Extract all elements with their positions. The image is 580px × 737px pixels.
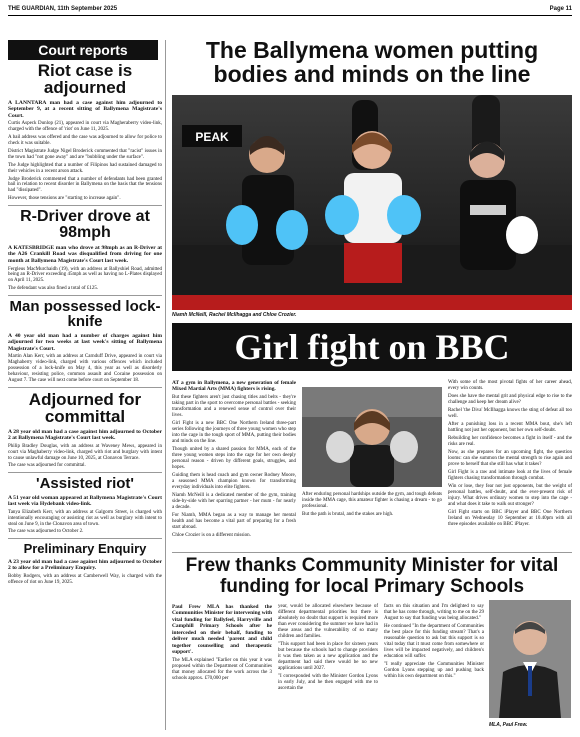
gym-photo-illustration [172,95,572,310]
article-paragraph: Rebuilding her confidence becomes a fight in itself - and the risks are real. [448,436,572,447]
story-paragraph: However, those tensions are "starting to increase again". [8,196,121,202]
court-reports-column [8,62,162,588]
court-story [8,476,162,535]
story-paragraph: Philip Bradley Douglas, with an address at Waveney Mews, appeared in court via Maghaberry video-link, charged with riot and burglary with intent to cause unlawful damage on June 10, 2025, at Clonavon Terrace. [8,443,162,461]
story-divider [8,205,162,206]
story-divider [8,295,162,296]
frew-headline: Frew thanks Community Minister for vital funding for local Primary Schools [185,555,559,597]
article-paragraph: Guiding them is head coach and gym owner Rodney Moore, a seasoned MMA champion known for transforming everyday individuals into elite fighters. [172,472,296,490]
story-paragraph: The Judge highlighted that a number of Filipinos had sustained damaged to their vehicles in a recent arson attack. [8,162,162,174]
article-paragraph: Does she have the mental grit and physical edge to rise to the challenge and keep her dream alive? [448,394,572,405]
article-paragraph: Girl Fight is a new BBC One Northern Ireland three-part series following the journeys of three young women who step into the cage in the tough sport of MMA, putting their bodies and minds on the line. [172,420,296,444]
fighter-photo [302,387,442,487]
story-headline: 'Assisted riot' [36,475,134,493]
article-paragraph: "I corresponded with the Minister Gordon Lyons in early July, and he then engaged with me to ascertain the [278,674,378,691]
story-headline: Adjourned for committal [28,389,142,427]
article-paragraph: "This support had been in place for sixteen years but because the schools had to change providers it was then taken as a new application and the department had said there would be no new applications until 2027. [278,642,378,671]
story-headline: Riot case is adjourned [37,61,133,98]
story-lead: A 23 year old man had a case against him adjourned to October 2 to allow for a Preliminary Enquiry. [8,558,162,572]
frew-column-1 [172,604,272,684]
article-paragraph: After a punishing loss in a recent MMA bout, she's left battling not just her opponent, but her own self-doubt. [448,422,572,433]
story-paragraph: Curtis Aspeck Dunlop (21), appeared in court via Magheraberry video-link, charged with the offence of 'riot' on June 11, 2025. [8,121,162,133]
story-paragraph: Judge Broderick commented that a number of defendants had been granted bail in relation to recent disorder in Ballymena on the basis that the tensions had "dissipated". [8,176,162,194]
article-paragraph: "I really appreciate the Communities Minister Gordon Lyons stepping up and pushing back within his own department on this." [384,662,484,679]
article-paragraph: He continued "In the department of Communities the best place for this funding stream? That's a reasonable question to ask but this support is so vital today that it must come from somewhere or lives will be impacted negatively, and children's education will suffer. [384,624,484,659]
article-paragraph: year, would be allocated elsewhere because of different departmental priorities but there is absolutely no doubt that support is required more than ever considering the summer we have had in these areas and the vulnerability of so many children and families. [278,604,378,639]
story-headline: Preliminary Enquiry [23,541,147,557]
court-story [8,209,162,292]
column-divider [165,40,166,730]
court-reports-banner: Court reports [8,40,158,60]
page-header [8,3,572,15]
story-paragraph: Bobby Rodgers, with an address at Camberwell Way, is charged with the offence of riot on June 19, 2025. [8,573,162,585]
article-lead: Paul Frew MLA has thanked the Communities Minister for intervening with vital funding for Ballyfeel, Harryville and Camphill Primary Schools after he interceded on their behalf, funding to deliver much needed 'parent and child together counselling and therapeutic support'. [172,604,272,656]
story-paragraph: The case was adjourned for committal. [8,463,86,469]
girl-fight-column-1 [172,380,296,541]
story-paragraph: The case was adjourned to October 2. [8,529,84,535]
frew-column-3 [384,604,484,682]
court-story [8,62,162,202]
story-lead: A KATESBRIDGE man who drove at 98mph as an R-Driver at the A26 Crankill Road was disqualified from driving for one month at Ballymena Magistrate's Court last week. [8,244,162,264]
story-divider [8,538,162,539]
girl-fight-banner: Girl fight on BBC [172,323,572,371]
court-story [8,542,162,585]
page-number: Page 11 [549,6,572,12]
publication-date: THE GUARDIAN, 11th September 2025 [8,6,118,12]
article-paragraph: Win or lose, they fear not just opponents, but the weight of personal battles, self-doubt, and the ever-present risk of injury. What drives ordinary women to step into the cage - and what does it take to walk out stronger? [448,484,572,507]
frew-portrait [489,600,571,718]
svg-text:PEAK: PEAK [195,130,229,144]
story-lead: A LANNTARA man had a case against him adjourned to September 9, at a recent sitting of Ballymena Magistrate's Court. [8,99,162,119]
article-paragraph: The MLA explained "Earlier on this year it was proposed within the Department of Communities that money allocated for the work across the 3 schools approx. £70,000 per [172,657,272,681]
story-paragraph: Martin Alan Kerr, with an address at Carnduff Drive, appeared in court via Maghaberry video-link, charged with various offences which included possession of a lock-knife on May 4, this year as well as disorderly behaviour, resisting police, common assault and Cocaine possession on August 7. The case will next come before court on September 18. [8,354,162,384]
story-paragraph: The defendant was also fined a total of £125. [8,286,99,292]
frew-column-2 [278,604,378,694]
article-paragraph: Though united by a shared passion for MMA, each of the three young women steps into the cage for her own deeply personal reason - driven by different goals, struggles, and hopes. [172,446,296,470]
gym-photo [172,95,572,310]
girl-fight-column-2 [302,492,442,520]
story-paragraph: Fergleus MacMurchaidh (19), with an address at Ballyshiel Road, admitted being an R-Driver exceeding 45mph as well as having no L-Plates displayed on April 11, 2025. [8,266,162,284]
story-lead: A 51 year old woman appeared at Ballymena Magistrate's Court last week via Hydebank video-link. [8,494,162,508]
story-divider [8,472,162,473]
story-headline: R-Driver drove at 98mph [20,208,150,242]
court-story [8,391,162,469]
article-paragraph: Girl Fight is a raw and intimate look at the lives of female fighters chasing transformation through combat. [448,470,572,481]
header-rule [8,15,572,16]
article-paragraph: But these fighters aren't just chasing titles and belts - they're taking part in the sport to overcome personal battles - seeking transformation and a renewed sense of control over their lives. [172,394,296,418]
article-paragraph: For Niamh, MMA began as a way to manage her mental health and has become a vital part of preparing for a fresh start abroad. [172,512,296,530]
article-paragraph: Chloe Crozier is on a different mission. [172,532,251,538]
girl-fight-column-3 [448,380,572,530]
article-paragraph: After enduring personal hardships outside the gym, and tough defeats inside the MMA cage, this amateur fighter is chasing a dream - to go professional. [302,492,442,509]
story-headline: Man possessed lock-knife [9,298,161,331]
article-lead: AT a gym in Ballymena, a new generation of female Mixed Martial Arts (MMA) fighters is rising. [172,380,296,393]
section-divider [172,552,572,553]
story-lead: A 40 year old man had a number of charges against him adjourned for two weeks at last week's sitting of Ballymena Magistrate's Court. [8,332,162,352]
article-paragraph: Niamh McNeill is a dedicated member of the gym, training side-by-side with her sparring partner - her mum - for nearly a decade. [172,492,296,510]
article-paragraph: Rachel 'the Diva' McIlhagga knows the sting of defeat all too well. [448,408,572,419]
story-divider [8,387,162,388]
story-lead: A 28 year old man had a case against him adjourned to October 2 at Ballymena Magistrate's Court last week. [8,428,162,442]
feature-headline: The Ballymena women putting bodies and minds on the line [205,37,539,88]
article-paragraph: Now, as she prepares for an upcoming fight, the question looms: can she summon the mental strength to rise again and prove to herself that she still has what it takes? [448,450,572,467]
article-paragraph: facts on this situation and I'm delighted to say that he has come through, writing to me on the 29 August to say that funding was being allocated." [384,604,484,621]
fighter-photo-illustration [302,387,442,487]
story-paragraph: Tanya Elizabeth Kerr, with an address at Galgorm Street, is charged with intentionally encouraging or assisting riot as well as burglary with intent to steal on June 9, in the Clonavon area of town. [8,509,162,527]
article-paragraph: But the path is brutal, and the stakes are high. [302,512,394,517]
article-paragraph: With some of the most pivotal fights of her career ahead, every win counts. [448,380,572,391]
story-paragraph: A bail address was offered and the case was adjourned to allow for police to check it was suitable. [8,135,162,147]
frew-portrait-illustration [489,600,571,718]
story-paragraph: District Magistrate Judge Nigel Broderick commented that "racist" issues in the town had "not gone away" and are "bubbling under the surface". [8,149,162,160]
article-paragraph: Girl Fight starts on BBC iPlayer and BBC One Northern Ireland on Wednesday 10 September at 10.40pm with all three episodes available on BBC iPlayer. [448,510,572,527]
photo-caption: Niamh McNeill, Rachel McIlhagga and Chloe Crozier. [172,312,297,318]
court-story [8,299,162,384]
frew-photo-caption: MLA, Paul Frew. [489,722,528,728]
